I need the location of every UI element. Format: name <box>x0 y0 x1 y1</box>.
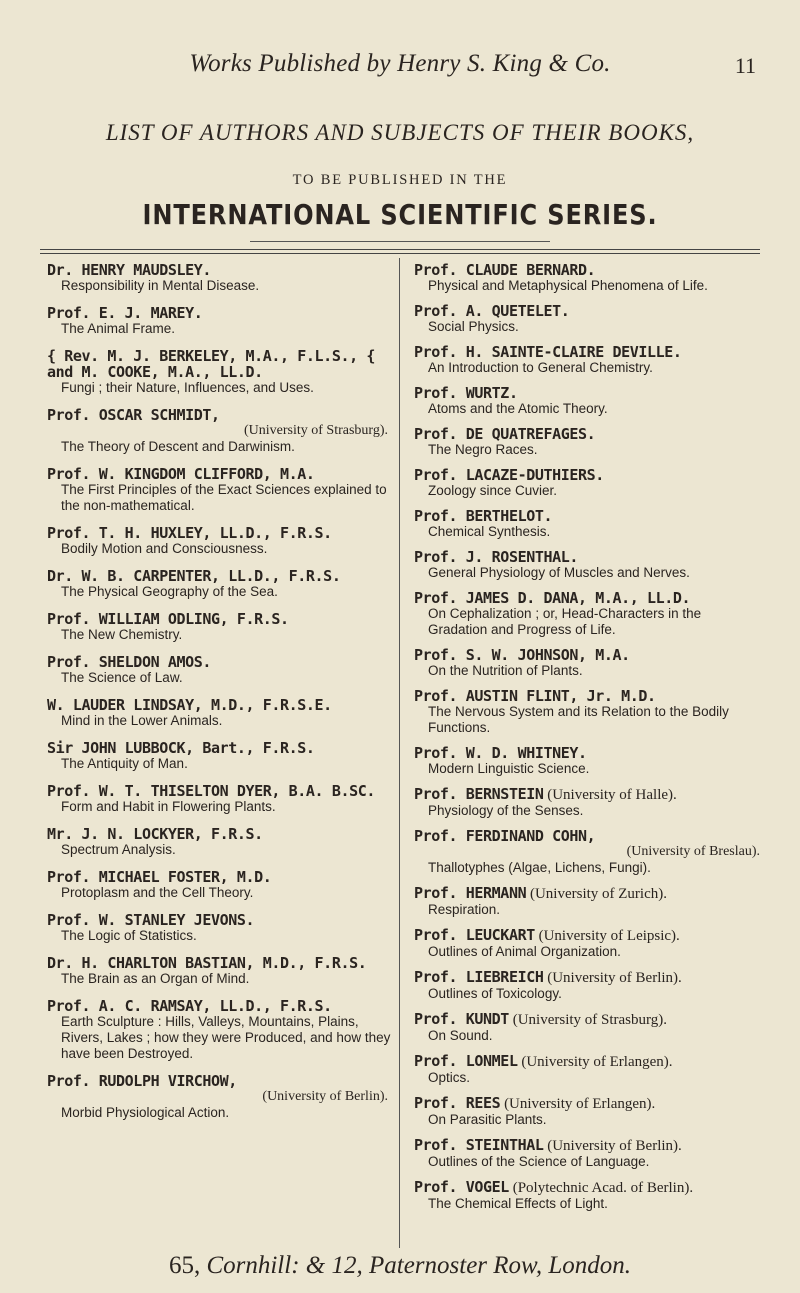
author-name <box>47 955 392 971</box>
author-name <box>414 885 764 902</box>
author-text: Prof. JAMES D. DANA, M.A., LL.D. <box>414 589 691 607</box>
author-text: Prof. W. D. WHITNEY. <box>414 744 587 762</box>
author-affiliation: (University of Strasburg). <box>244 423 388 438</box>
book-subject: Chemical Synthesis. <box>428 524 551 539</box>
book-entry <box>414 344 764 376</box>
author-name <box>414 969 764 986</box>
author-text: Prof. W. T. THISELTON DYER, B.A. B.SC. <box>47 782 375 800</box>
book-entry <box>47 783 392 815</box>
author-text: Prof. LEUCKART <box>414 926 535 944</box>
book-subject: Mind in the Lower Animals. <box>61 713 223 728</box>
author-name <box>414 262 764 278</box>
author-name <box>47 348 392 380</box>
author-text: Sir JOHN LUBBOCK, Bart., F.R.S. <box>47 739 315 757</box>
author-name <box>47 1073 392 1089</box>
author-name <box>414 745 764 761</box>
book-entry <box>414 549 764 581</box>
book-subject: Earth Sculpture : Hills, Valleys, Mountains, Plains, Rivers, Lakes ; how they were Produced, and how they have been Destroyed. <box>61 1014 391 1061</box>
series-title: INTERNATIONAL SCIENTIFIC SERIES. <box>142 198 658 231</box>
book-subject: Zoology since Cuvier. <box>428 483 558 498</box>
author-name <box>47 654 392 670</box>
book-subject: An Introduction to General Chemistry. <box>428 360 653 375</box>
book-subject: General Physiology of Muscles and Nerves. <box>428 565 690 580</box>
book-subject: Modern Linguistic Science. <box>428 761 590 776</box>
author-affiliation: (Polytechnic Acad. of Berlin). <box>508 1180 694 1196</box>
book-subject: The Theory of Descent and Darwinism. <box>61 439 295 454</box>
author-name <box>414 303 764 319</box>
author-name <box>47 525 392 541</box>
author-text: Prof. S. W. JOHNSON, M.A. <box>414 646 630 664</box>
book-subject: Thallotyphes (Algae, Lichens, Fungi). <box>428 860 651 875</box>
book-subject: Respiration. <box>428 902 501 917</box>
author-affiliation: (University of Breslau). <box>626 844 760 859</box>
book-entry <box>414 1137 764 1170</box>
author-text: Prof. E. J. MAREY. <box>47 304 203 322</box>
book-subject: Physiology of the Senses. <box>428 803 584 818</box>
author-text: W. LAUDER LINDSAY, M.D., F.R.S.E. <box>47 696 332 714</box>
book-subject: The Negro Races. <box>428 442 538 457</box>
book-entry <box>47 262 392 294</box>
author-name <box>47 262 392 278</box>
address-street-cornhill: Cornhill: <box>206 1252 300 1279</box>
book-entry <box>414 885 764 918</box>
author-name <box>414 508 764 524</box>
author-name <box>414 426 764 442</box>
right-column <box>414 262 764 1221</box>
author-affiliation: (University of Zurich). <box>526 886 667 902</box>
author-text: Prof. DE QUATREFAGES. <box>414 425 596 443</box>
book-entry <box>47 611 392 643</box>
book-entry <box>47 740 392 772</box>
author-name <box>414 467 764 483</box>
book-subject: On Cephalization ; or, Head-Characters in the Gradation and Progress of Life. <box>428 606 702 637</box>
book-entry <box>47 955 392 987</box>
book-subject: Form and Habit in Flowering Plants. <box>61 799 276 814</box>
author-name <box>47 869 392 885</box>
author-text: Prof. HERMANN <box>414 884 527 902</box>
author-name <box>47 740 392 756</box>
author-name <box>414 786 764 803</box>
author-affiliation: (University of Halle). <box>543 787 677 803</box>
book-subject: The First Principles of the Exact Sciences explained to the non-mathematical. <box>61 482 387 513</box>
book-subject: Morbid Physiological Action. <box>61 1105 230 1120</box>
book-entry <box>47 998 392 1062</box>
author-text: Prof. WURTZ. <box>414 384 518 402</box>
author-name <box>47 783 392 799</box>
book-entry <box>414 647 764 679</box>
author-text: Prof. LIEBREICH <box>414 968 544 986</box>
column-divider <box>399 258 400 1248</box>
address-number: 65, <box>168 1252 207 1279</box>
author-name <box>414 927 764 944</box>
author-name <box>414 647 764 663</box>
author-affiliation: (University of Strasburg). <box>508 1012 667 1028</box>
author-text: Prof. REES <box>414 1094 501 1112</box>
book-entry <box>414 303 764 335</box>
left-column <box>47 262 392 1132</box>
running-head: Works Published by Henry S. King & Co. <box>189 50 611 77</box>
list-subtitle: TO BE PUBLISHED IN THE <box>292 172 508 188</box>
author-text: Prof. WILLIAM ODLING, F.R.S. <box>47 610 289 628</box>
author-affiliation: (University of Berlin). <box>543 1138 682 1154</box>
book-subject: The Animal Frame. <box>61 321 176 336</box>
book-entry <box>47 869 392 901</box>
author-text: Prof. LACAZE-DUTHIERS. <box>414 466 604 484</box>
author-text: Prof. OSCAR SCHMIDT, <box>47 406 220 424</box>
author-name <box>47 466 392 482</box>
book-entry <box>414 262 764 294</box>
book-subject: The Chemical Effects of Light. <box>428 1196 608 1211</box>
book-subject: The Physical Geography of the Sea. <box>61 584 278 599</box>
author-text: Prof. FERDINAND COHN, <box>414 827 596 845</box>
book-entry <box>47 305 392 337</box>
book-subject: Fungi ; their Nature, Influences, and Uses. <box>61 380 314 395</box>
author-text: Dr. HENRY MAUDSLEY. <box>47 261 211 279</box>
book-entry <box>414 745 764 777</box>
author-text: Prof. BERTHELOT. <box>414 507 553 525</box>
author-name <box>414 1137 764 1154</box>
author-text: Prof. J. ROSENTHAL. <box>414 548 578 566</box>
book-subject: Spectrum Analysis. <box>61 842 176 857</box>
book-subject: Responsibility in Mental Disease. <box>61 278 260 293</box>
author-text: Prof. VOGEL <box>414 1178 509 1196</box>
book-subject: The Antiquity of Man. <box>61 756 188 771</box>
author-text: Prof. W. KINGDOM CLIFFORD, M.A. <box>47 465 315 483</box>
book-entry <box>47 826 392 858</box>
short-rule <box>250 241 550 242</box>
author-affiliation: (University of Erlangen). <box>500 1096 656 1112</box>
book-entry <box>414 1011 764 1044</box>
book-subject: Bodily Motion and Consciousness. <box>61 541 268 556</box>
author-text: { Rev. M. J. BERKELEY, M.A., F.L.S., { and M. COOKE, M.A., LL.D. <box>47 347 375 381</box>
author-name <box>414 385 764 401</box>
book-entry <box>47 912 392 944</box>
author-name <box>414 1095 764 1112</box>
book-entry <box>414 426 764 458</box>
book-subject: Atoms and the Atomic Theory. <box>428 401 608 416</box>
author-name <box>47 611 392 627</box>
author-text: Prof. T. H. HUXLEY, LL.D., F.R.S. <box>47 524 332 542</box>
author-name <box>47 826 392 842</box>
author-name <box>47 998 392 1014</box>
author-name <box>414 1053 764 1070</box>
address-street-paternoster: Paternoster Row, London. <box>368 1252 632 1279</box>
author-text: Prof. MICHAEL FOSTER, M.D. <box>47 868 272 886</box>
author-text: Prof. AUSTIN FLINT, Jr. M.D. <box>414 687 656 705</box>
book-entry <box>414 508 764 540</box>
book-entry <box>47 348 392 396</box>
author-text: Prof. A. C. RAMSAY, LL.D., F.R.S. <box>47 997 332 1015</box>
list-title: LIST OF AUTHORS AND SUBJECTS OF THEIR BOOKS, <box>105 120 695 145</box>
author-name <box>47 407 392 423</box>
book-entry <box>414 927 764 960</box>
author-text: Prof. STEINTHAL <box>414 1136 544 1154</box>
author-text: Prof. H. SAINTE-CLAIRE DEVILLE. <box>414 343 682 361</box>
author-name <box>414 828 764 844</box>
page-number: 11 <box>734 53 756 78</box>
author-affiliation: (University of Erlangen). <box>517 1054 673 1070</box>
author-name <box>414 549 764 565</box>
book-entry <box>414 688 764 736</box>
double-rule-bottom <box>40 253 760 254</box>
book-entry <box>47 466 392 514</box>
publisher-address <box>0 1252 800 1280</box>
author-name <box>47 568 392 584</box>
author-name <box>414 1179 764 1196</box>
author-affiliation: (University of Leipsic). <box>534 928 680 944</box>
author-affiliation: (University of Berlin). <box>543 970 682 986</box>
book-entry <box>414 969 764 1002</box>
book-subject: The Science of Law. <box>61 670 183 685</box>
book-subject: The Brain as an Organ of Mind. <box>61 971 250 986</box>
address-amp-number: & 12, <box>299 1252 369 1279</box>
book-entry <box>47 407 392 455</box>
author-name <box>47 697 392 713</box>
author-text: Prof. KUNDT <box>414 1010 509 1028</box>
book-subject: Protoplasm and the Cell Theory. <box>61 885 254 900</box>
book-subject: Social Physics. <box>428 319 519 334</box>
book-entry <box>47 568 392 600</box>
author-name <box>47 305 392 321</box>
book-entry <box>414 786 764 819</box>
book-subject: On Parasitic Plants. <box>428 1112 547 1127</box>
book-subject: Optics. <box>428 1070 471 1085</box>
author-text: Prof. W. STANLEY JEVONS. <box>47 911 255 929</box>
book-subject: Outlines of Animal Organization. <box>428 944 621 959</box>
book-entry <box>414 1179 764 1212</box>
author-text: Prof. SHELDON AMOS. <box>47 653 211 671</box>
author-text: Prof. CLAUDE BERNARD. <box>414 261 596 279</box>
book-entry <box>47 525 392 557</box>
book-subject: On the Nutrition of Plants. <box>428 663 583 678</box>
author-text: Dr. H. CHARLTON BASTIAN, M.D., F.R.S. <box>47 954 367 972</box>
book-subject: The New Chemistry. <box>61 627 183 642</box>
book-subject: Physical and Metaphysical Phenomena of Life. <box>428 278 708 293</box>
author-name <box>414 344 764 360</box>
author-name <box>414 590 764 606</box>
book-subject: The Logic of Statistics. <box>61 928 197 943</box>
double-rule-top <box>40 249 760 250</box>
book-entry <box>47 1073 392 1121</box>
book-entry <box>47 697 392 729</box>
book-subject: On Sound. <box>428 1028 493 1043</box>
author-text: Mr. J. N. LOCKYER, F.R.S. <box>47 825 263 843</box>
book-entry <box>414 385 764 417</box>
author-name <box>414 1011 764 1028</box>
author-text: Prof. RUDOLPH VIRCHOW, <box>47 1072 237 1090</box>
book-subject: Outlines of Toxicology. <box>428 986 562 1001</box>
author-name <box>47 912 392 928</box>
author-name <box>414 688 764 704</box>
book-entry <box>414 590 764 638</box>
book-subject: Outlines of the Science of Language. <box>428 1154 650 1169</box>
book-entry <box>47 654 392 686</box>
author-text: Prof. BERNSTEIN <box>414 785 544 803</box>
author-text: Prof. LONMEL <box>414 1052 518 1070</box>
author-affiliation: (University of Berlin). <box>262 1089 388 1104</box>
author-text: Prof. A. QUETELET. <box>414 302 570 320</box>
author-text: Dr. W. B. CARPENTER, LL.D., F.R.S. <box>47 567 341 585</box>
book-entry <box>414 467 764 499</box>
book-entry <box>414 1095 764 1128</box>
book-subject: The Nervous System and its Relation to the Bodily Functions. <box>428 704 729 735</box>
book-entry <box>414 1053 764 1086</box>
book-entry <box>414 828 764 876</box>
